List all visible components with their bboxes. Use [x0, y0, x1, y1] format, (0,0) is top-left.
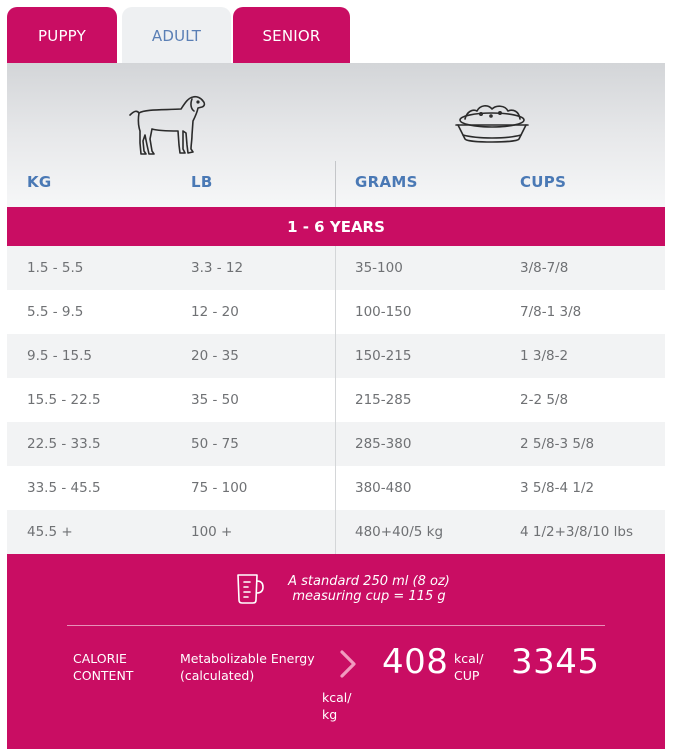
kg-cell: 5.5 - 9.5	[27, 304, 84, 320]
kcal-per-cup-value: 408	[382, 642, 449, 682]
table-row	[7, 422, 665, 466]
measuring-cup-note	[269, 574, 469, 604]
calorie-footer	[7, 554, 665, 749]
kg-cell: 45.5 +	[27, 524, 73, 540]
kcal-per-cup-unit	[454, 650, 483, 684]
cups-cell: 3/8-7/8	[520, 260, 569, 276]
dog-icon	[125, 93, 207, 163]
kg-cell: 9.5 - 15.5	[27, 348, 92, 364]
food-bowl-icon	[453, 101, 531, 155]
grams-cell: 380-480	[355, 480, 412, 496]
table-row	[7, 290, 665, 334]
lb-cell: 3.3 - 12	[191, 260, 244, 276]
table-row	[7, 378, 665, 422]
calorie-label-line: CALORIE	[73, 651, 127, 666]
unit-line: kcal/	[322, 690, 352, 705]
grams-cell: 150-215	[355, 348, 412, 364]
unit-line: kg	[322, 707, 338, 722]
column-divider	[335, 510, 336, 554]
energy-label-line: (calculated)	[180, 668, 255, 683]
table-row	[7, 466, 665, 510]
metabolizable-energy-label	[180, 650, 330, 684]
kg-cell: 22.5 - 33.5	[27, 436, 101, 452]
kg-cell: 33.5 - 45.5	[27, 480, 101, 496]
grams-cell: 100-150	[355, 304, 412, 320]
kcal-per-kg-value: 3345	[511, 642, 600, 682]
cup-note-line: A standard 250 ml (8 oz)	[288, 574, 450, 589]
chevron-right-icon	[339, 650, 357, 682]
column-divider	[335, 378, 336, 422]
lb-cell: 12 - 20	[191, 304, 239, 320]
age-band-header: 1 - 6 YEARS	[7, 207, 665, 246]
lb-cell: 35 - 50	[191, 392, 239, 408]
lb-cell: 50 - 75	[191, 436, 239, 452]
column-header-kg: KG	[27, 173, 52, 191]
lb-cell: 75 - 100	[191, 480, 248, 496]
column-header-lb: LB	[191, 173, 213, 191]
cups-cell: 2-2 5/8	[520, 392, 569, 408]
feeding-table	[7, 246, 665, 554]
grams-cell: 35-100	[355, 260, 403, 276]
column-divider	[335, 334, 336, 378]
energy-label-line: Metabolizable Energy	[180, 651, 315, 666]
grams-cell: 285-380	[355, 436, 412, 452]
cups-cell: 2 5/8-3 5/8	[520, 436, 595, 452]
column-header-grams: GRAMS	[355, 173, 418, 191]
tab-senior[interactable]: SENIOR	[233, 7, 350, 64]
calorie-label-line: CONTENT	[73, 668, 134, 683]
cups-cell: 4 1/2+3/8/10 lbs	[520, 524, 634, 540]
column-header-cups: CUPS	[520, 173, 567, 191]
cups-cell: 3 5/8-4 1/2	[520, 480, 595, 496]
column-divider	[335, 466, 336, 510]
calorie-content-label	[73, 650, 163, 684]
kcal-per-kg-unit	[322, 689, 351, 723]
kg-cell: 1.5 - 5.5	[27, 260, 84, 276]
table-row	[7, 246, 665, 290]
lb-cell: 20 - 35	[191, 348, 239, 364]
unit-line: kcal/	[454, 651, 484, 666]
lb-cell: 100 +	[191, 524, 233, 540]
tab-adult[interactable]: ADULT	[122, 7, 231, 64]
column-divider	[335, 422, 336, 466]
cups-cell: 7/8-1 3/8	[520, 304, 582, 320]
table-row	[7, 334, 665, 378]
grams-cell: 480+40/5 kg	[355, 524, 444, 540]
column-divider	[335, 290, 336, 334]
table-row	[7, 510, 665, 554]
cups-cell: 1 3/8-2	[520, 348, 569, 364]
grams-cell: 215-285	[355, 392, 412, 408]
footer-separator	[67, 625, 605, 626]
feeding-table-header	[7, 63, 665, 207]
tab-puppy[interactable]: PUPPY	[7, 7, 117, 64]
unit-line: CUP	[454, 668, 480, 683]
life-stage-tabs	[7, 7, 667, 64]
feeding-guide-panel	[7, 63, 665, 749]
cup-note-line: measuring cup = 115 g	[292, 589, 446, 604]
kg-cell: 15.5 - 22.5	[27, 392, 101, 408]
measuring-cup-icon	[235, 572, 265, 608]
column-divider	[335, 246, 336, 290]
column-divider	[335, 161, 336, 207]
